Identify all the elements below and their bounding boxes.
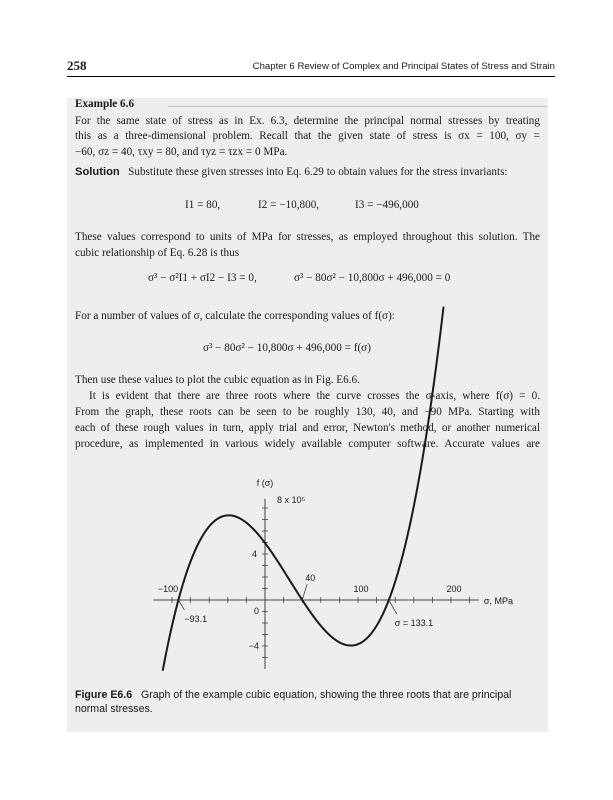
invariant-i2: I2 = −10,800, — [258, 199, 320, 211]
figure-caption — [75, 688, 535, 716]
example-title: Example 6.6 — [75, 98, 135, 110]
cubic-equation-general: σ³ − σ²I1 + σI2 − I3 = 0, — [148, 272, 257, 284]
invariant-i3: I3 = −496,000 — [355, 199, 419, 211]
y-tick-label-4: 4 — [251, 549, 257, 559]
y-axis-label: f (σ) — [256, 478, 274, 488]
example-title-rule — [168, 106, 547, 107]
solution-text: Substitute these given stresses into Eq. 6.29 to obtain values for the stress invariants: — [128, 166, 508, 178]
root-label-2: 40 — [305, 573, 316, 583]
x-tick-label-200: 200 — [446, 584, 462, 594]
para5-line-4: procedure, as implemented in various widely available computer software. Accurate values are — [75, 438, 540, 450]
y-scale-label: 8 x 10⁵ — [277, 495, 306, 505]
root-leader-2 — [302, 584, 307, 600]
figure-caption-text: Graph of the example cubic equation, showing the three roots that are principal normal stresses. — [75, 689, 512, 715]
page-number: 258 — [67, 58, 87, 73]
para2-line-1: These values correspond to units of MPa for stresses, as employed throughout this solution. The — [75, 231, 540, 243]
graph-ticks — [172, 508, 470, 658]
x-axis-label: σ, MPa — [483, 596, 513, 606]
para2-line-2: cubic relationship of Eq. 6.28 is thus — [75, 247, 240, 259]
y-tick-label-neg4: −4 — [248, 641, 259, 651]
problem-line-3: −60, σz = 40, τxy = 80, and τyz = τzx = 0 MPa. — [75, 146, 288, 158]
invariant-i1: I1 = 80, — [185, 199, 221, 211]
x-tick-label-100: 100 — [353, 584, 369, 594]
cubic-graph — [157, 468, 513, 678]
problem-line-1: For the same state of stress as in Ex. 6.3, determine the principal normal stresses by treating — [75, 115, 540, 127]
origin-label: 0 — [253, 606, 259, 616]
root-label-3: σ = 133.1 — [394, 618, 434, 628]
para5-line-1: It is evident that there are three roots where the curve crosses the σ-axis, where f(σ) = 0. — [89, 390, 540, 402]
root-label-1: −93.1 — [184, 614, 208, 624]
para4: Then use these values to plot the cubic equation as in Fig. E6.6. — [75, 374, 360, 386]
header-rule — [67, 76, 555, 77]
root-leader-1 — [178, 600, 184, 610]
problem-line-2: this as a three-dimensional problem. Recall that the given state of stress is σx = 100, σy = — [75, 130, 540, 142]
cubic-equation-numeric: σ³ − 80σ² − 10,800σ + 496,000 = 0 — [294, 272, 451, 284]
x-tick-label-neg100: −100 — [157, 584, 179, 594]
para5-line-3: each of these rough values in turn, apply trial and error, Newton's method, or another numerical — [75, 422, 540, 434]
graph-labels — [158, 478, 513, 651]
function-equation: σ³ − 80σ² − 10,800σ + 496,000 = f(σ) — [203, 342, 371, 354]
graph-axes — [153, 499, 479, 669]
solution-label: Solution — [75, 166, 120, 178]
figure-caption-label: Figure E6.6 — [75, 689, 133, 701]
para5-line-2: From the graph, these roots can be seen to be roughly 130, 40, and −90 MPa. Starting with — [75, 406, 540, 418]
running-header: Chapter 6 Review of Complex and Principal States of Stress and Strain — [252, 61, 555, 72]
para3: For a number of values of σ, calculate the corresponding values of f(σ): — [75, 310, 395, 322]
solution-line — [75, 164, 540, 180]
